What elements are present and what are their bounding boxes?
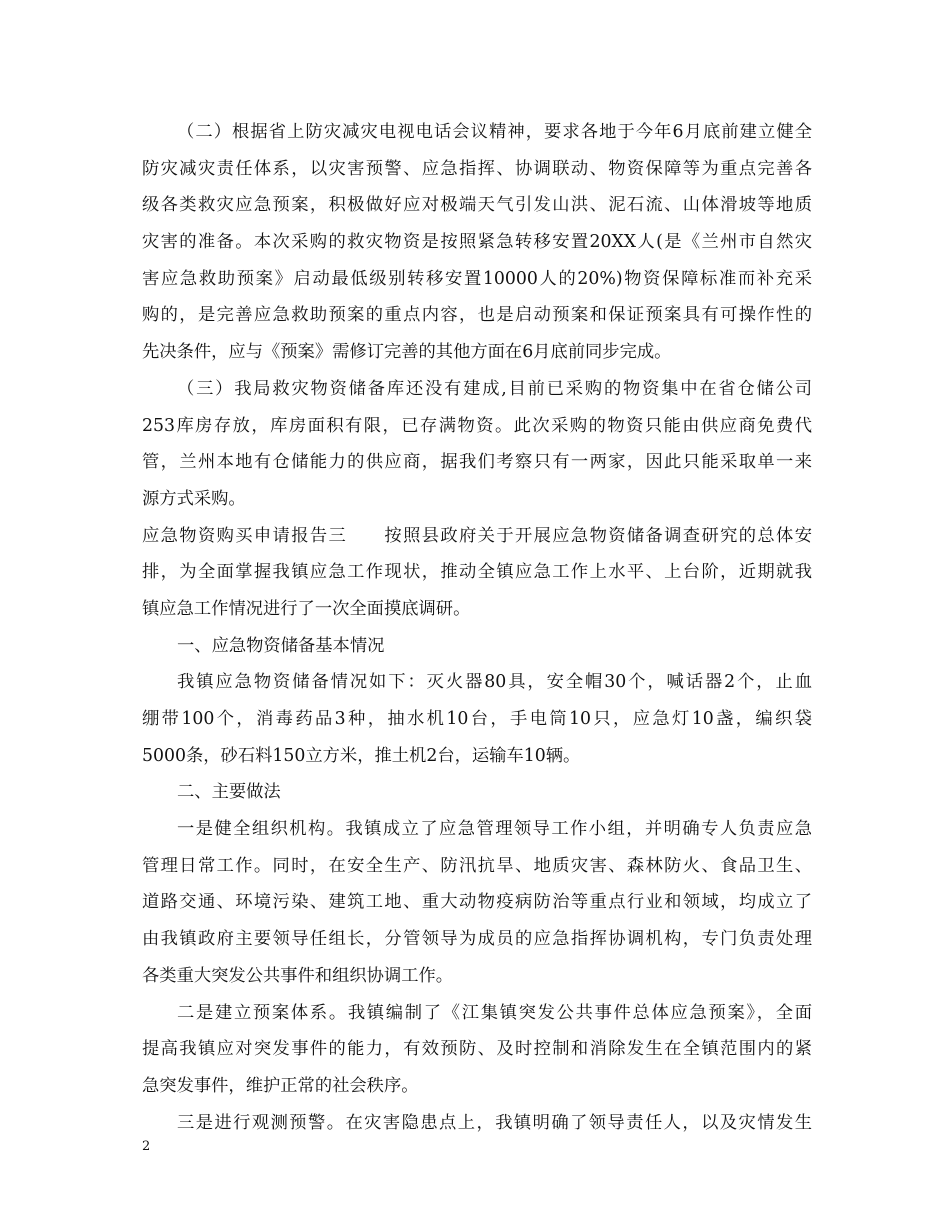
paragraph-line: 防灾减灾责任体系，以灾害预警、应急指挥、协调联动、物资保障等为重点完善各 xyxy=(142,158,812,179)
paragraph-line: 提高我镇应对突发事件的能力，有效预防、及时控制和消除发生在全镇范围内的紧 xyxy=(142,1039,812,1060)
paragraph-line: 由我镇政府主要领导任组长，分管领导为成员的应急指挥协调机构，专门负责处理 xyxy=(142,929,812,950)
document-body xyxy=(142,114,812,1141)
paragraph-line: 级各类救灾应急预案，积极做好应对极端天气引发山洪、泥石流、山体滑坡等地质 xyxy=(142,195,812,216)
paragraph-line: 管理日常工作。同时，在安全生产、防汛抗旱、地质灾害、森林防火、食品卫生、 xyxy=(142,855,812,876)
paragraph-line: 一是健全组织机构。我镇成立了应急管理领导工作小组，并明确专人负责应急 xyxy=(177,819,812,840)
paragraph-line: 灾害的准备。本次采购的救灾物资是按照紧急转移安置20XX人(是《兰州市自然灾 xyxy=(142,232,812,253)
subsection-heading: 一、应急物资储备基本情况 xyxy=(177,635,385,656)
paragraph-line: （三）我局救灾物资储备库还没有建成,目前已采购的物资集中在省仓储公司 xyxy=(177,378,812,399)
subsection-heading: 二、主要做法 xyxy=(177,782,281,803)
paragraph-line: 三是进行观测预警。在灾害隐患点上，我镇明确了领导责任人，以及灾情发生 xyxy=(177,1112,812,1133)
paragraph-line: 道路交通、环境污染、建筑工地、重大动物疫病防治等重点行业和领域，均成立了 xyxy=(142,892,812,913)
section-heading-line: 应急物资购买申请报告三 按照县政府关于开展应急物资储备调查研究的总体安 xyxy=(142,525,812,546)
paragraph-line: 购的，是完善应急救助预案的重点内容，也是启动预案和保证预案具有可操作性的 xyxy=(142,305,812,326)
paragraph-line: （二）根据省上防灾减灾电视电话会议精神，要求各地于今年6月底前建立健全 xyxy=(177,122,812,142)
paragraph-line: 我镇应急物资储备情况如下：灭火器80具，安全帽30个，喊话器2个，止血 xyxy=(177,672,812,693)
paragraph-line: 二是建立预案体系。我镇编制了《江集镇突发公共事件总体应急预案》，全面 xyxy=(177,1002,812,1023)
paragraph-line: 管，兰州本地有仓储能力的供应商，据我们考察只有一两家，因此只能采取单一来 xyxy=(142,452,812,473)
paragraph-line: 各类重大突发公共事件和组织协调工作。 xyxy=(142,965,454,986)
paragraph-line: 253库房存放，库房面积有限，已存满物资。此次采购的物资只能由供应商免费代 xyxy=(142,415,812,436)
paragraph-line: 排，为全面掌握我镇应急工作现状，推动全镇应急工作上水平、上台阶，近期就我 xyxy=(142,562,812,583)
paragraph-line: 先决条件，应与《预案》需修订完善的其他方面在6月底前同步完成。 xyxy=(142,342,672,363)
paragraph-line: 急突发事件，维护正常的社会秩序。 xyxy=(142,1075,419,1096)
paragraph-line: 害应急救助预案》启动最低级别转移安置10000人的20%)物资保障标准而补充采 xyxy=(142,268,812,289)
paragraph-line: 镇应急工作情况进行了一次全面摸底调研。 xyxy=(142,598,471,619)
paragraph-line: 源方式采购。 xyxy=(142,488,246,509)
page-number: 2 xyxy=(142,1139,151,1154)
paragraph-line: 5000条，砂石料150立方米，推土机2台，运输车10辆。 xyxy=(142,745,581,766)
paragraph-line: 绷带100个，消毒药品3种，抽水机10台，手电筒10只，应急灯10盏，编织袋 xyxy=(142,709,812,729)
